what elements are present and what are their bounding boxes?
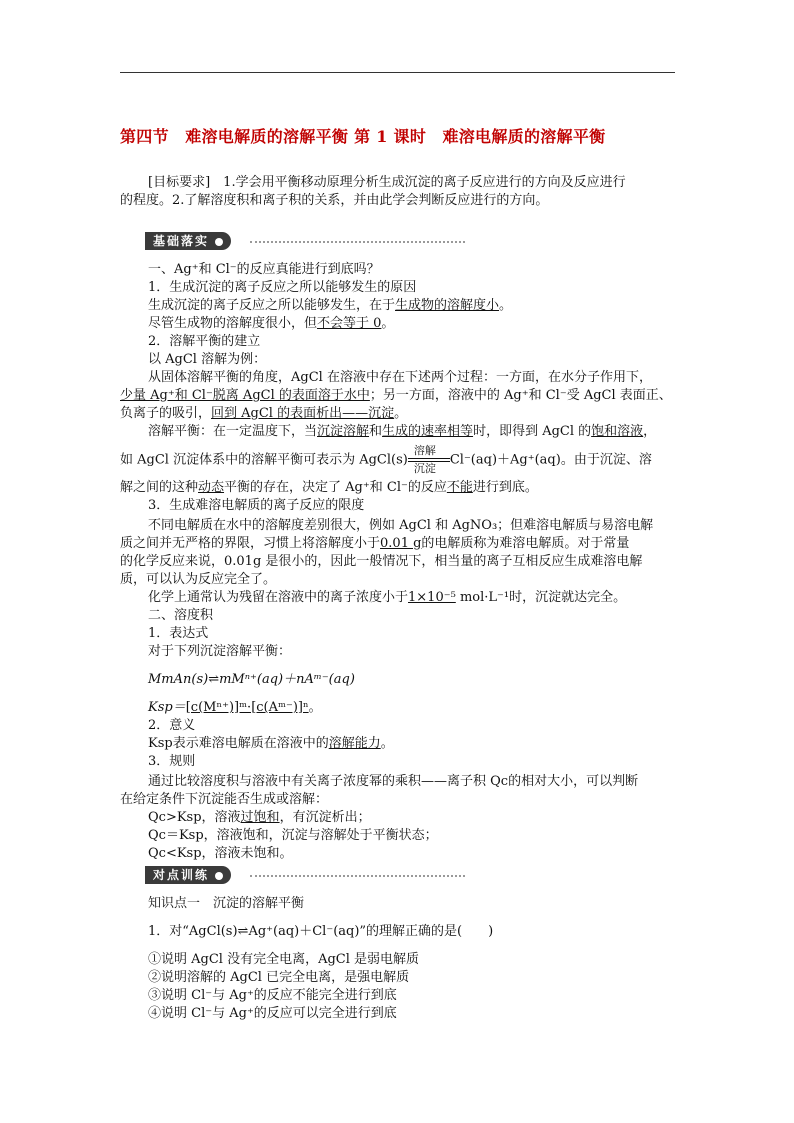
header-rule [120,72,675,73]
bullet-icon [215,872,223,880]
s1-p1-a: 生成沉淀的离子反应之所以能够发生，在于生成物的溶解度小。 [148,298,513,313]
s2-a2: 对于下列沉淀溶解平衡： [148,644,292,659]
answer-blank: 饱和溶液 [591,424,644,439]
banner-label: 对点训练 [153,868,210,882]
s2-a1: 1．表达式 [148,626,209,641]
answer-blank: 回到 AgCl 的表面析出——沉淀 [211,406,395,421]
banner-dotted-line [250,241,465,243]
answer-blank: 生成的速率相等 [382,424,474,439]
answer-blank: 过饱和 [240,810,280,825]
section-banner-practice [145,866,231,884]
s1-p2-a: 以 AgCl 溶解为例： [148,352,267,367]
s1-p2-b: 从固体溶解平衡的角度，AgCl 在溶液中存在下述两个过程：一方面，在水分子作用下， [148,370,652,385]
s2-c6: Qc<Ksp，溶液未饱和。 [148,846,293,861]
banner-dotted-line [250,875,465,877]
s2-eq2: Ksp＝[c(Mⁿ⁺)]ᵐ·[c(Aᵐ⁻)]ⁿ。 [148,700,322,715]
s2-c4: Qc>Ksp，溶液过饱和，有沉淀析出； [148,810,371,825]
s2-c2: 通过比较溶度积与溶液中有关离子浓度幂的乘积——离子积 Qc的相对大小，可以判断 [148,774,639,789]
answer-blank: 沉淀溶解 [317,424,370,439]
goal-label: [目标要求] [148,175,211,190]
answer-blank: 溶解能力 [328,736,381,751]
s2-b1: 2．意义 [148,718,196,733]
s2-heading: 二、溶度积 [148,608,214,623]
s1-p2-f: 如 AgCl 沉淀体系中的溶解平衡可表示为 AgCl(s) $\frac{\text{溶解}}{\text{沉淀}}$ Cl⁻(aq)＋Ag⁺(aq)。由于沉淀、溶 [120,444,652,475]
answer-blank: 1×10⁻⁵ [408,590,456,605]
answer-blank: 生成物的溶解度小 [395,298,500,313]
option-1: ①说明 AgCl 没有完全电离，AgCl 是弱电解质 [148,952,420,967]
s1-p3-c: 的化学反应来说，0.01g 是很小的，因此一般情况下，相当量的离子互相反应生成难溶电解 [120,554,643,569]
goal-text-1: 1.学会用平衡移动原理分析生成沉淀的离子反应进行的方向及反应进行 [223,175,626,190]
answer-blank: 少量 Ag⁺和 Cl⁻脱离 AgCl 的表面溶于水中 [120,388,370,403]
s1-p2-title: 2．溶解平衡的建立 [148,334,261,349]
knowledge-point: 知识点一 沉淀的溶解平衡 [148,896,305,911]
bullet-icon [215,238,223,246]
s1-p3-b: 质之间并无严格的界限，习惯上将溶解度小于0.01 g的电解质称为难溶电解质。对于常量 [120,536,630,551]
equilibrium-arrow: $\frac{\text{溶解}}{\text{沉淀}}$ [408,452,450,468]
s2-eq1: MmAn(s)⇌mMⁿ⁺(aq)＋nAᵐ⁻(aq) [148,672,355,687]
s1-heading: 一、Ag⁺和 Cl⁻的反应真能进行到底吗？ [148,262,380,277]
question-1: 1．对“AgCl(s)⇌Ag⁺(aq)＋Cl⁻(aq)”的理解正确的是( ) [148,924,494,939]
goal-line-1 [148,175,626,191]
s2-c1: 3．规则 [148,754,196,769]
option-2: ②说明溶解的 AgCl 已完全电离，是强电解质 [148,970,410,985]
s1-p3-e: 化学上通常认为残留在溶液中的离子浓度小于1×10⁻⁵ mol·L⁻¹时，沉淀就达完全。 [148,590,627,605]
banner-label: 基础落实 [153,234,210,248]
s1-p1-title: 1．生成沉淀的离子反应之所以能够发生的原因 [148,280,417,295]
s1-p3-d: 质，可以认为反应完全了。 [120,572,277,587]
s1-p1-b: 尽管生成物的溶解度很小，但不会等于 0。 [148,316,395,331]
answer-blank: 动态 [198,480,225,495]
answer-blank: 不会等于 0 [317,316,382,331]
s1-p2-g: 解之间的这种动态平衡的存在，决定了 Ag⁺和 Cl⁻的反应不能进行到底。 [120,480,538,495]
s1-p2-e: 溶解平衡：在一定温度下，当沉淀溶解和生成的速率相等时，即得到 AgCl 的饱和溶液， [148,424,657,439]
s1-p2-d: 负离子的吸引，回到 AgCl 的表面析出——沉淀。 [120,406,408,421]
s1-p3-a: 不同电解质在水中的溶解度差别很大，例如 AgCl 和 AgNO₃；但难溶电解质与易溶电解 [148,518,654,533]
s1-p2-c: 少量 Ag⁺和 Cl⁻脱离 AgCl 的表面溶于水中；另一方面，溶液中的 Ag⁺和 Cl⁻受 AgCl 表面正、 [120,388,672,403]
s1-p3-title: 3．生成难溶电解质的离子反应的限度 [148,498,365,513]
option-4: ④说明 Cl⁻与 Ag⁺的反应可以完全进行到底 [148,1006,397,1021]
page-title: 第四节 难溶电解质的溶解平衡 第 1 课时 难溶电解质的溶解平衡 [120,127,606,146]
option-3: ③说明 Cl⁻与 Ag⁺的反应不能完全进行到底 [148,988,397,1003]
answer-blank: [c(Mⁿ⁺)]ᵐ·[c(Aᵐ⁻)]ⁿ [185,700,309,715]
answer-blank: 0.01 g [380,536,422,551]
section-banner-basics [145,232,231,250]
s2-c3: 在给定条件下沉淀能否生成或溶解： [120,792,329,807]
goal-line-2: 的程度。2.了解溶度积和离子积的关系，并由此学会判断反应进行的方向。 [120,193,549,208]
s2-c5: Qc＝Ksp，溶液饱和，沉淀与溶解处于平衡状态； [148,828,438,843]
s2-b2: Ksp表示难溶电解质在溶液中的溶解能力。 [148,736,394,751]
answer-blank: 不能 [446,480,473,495]
